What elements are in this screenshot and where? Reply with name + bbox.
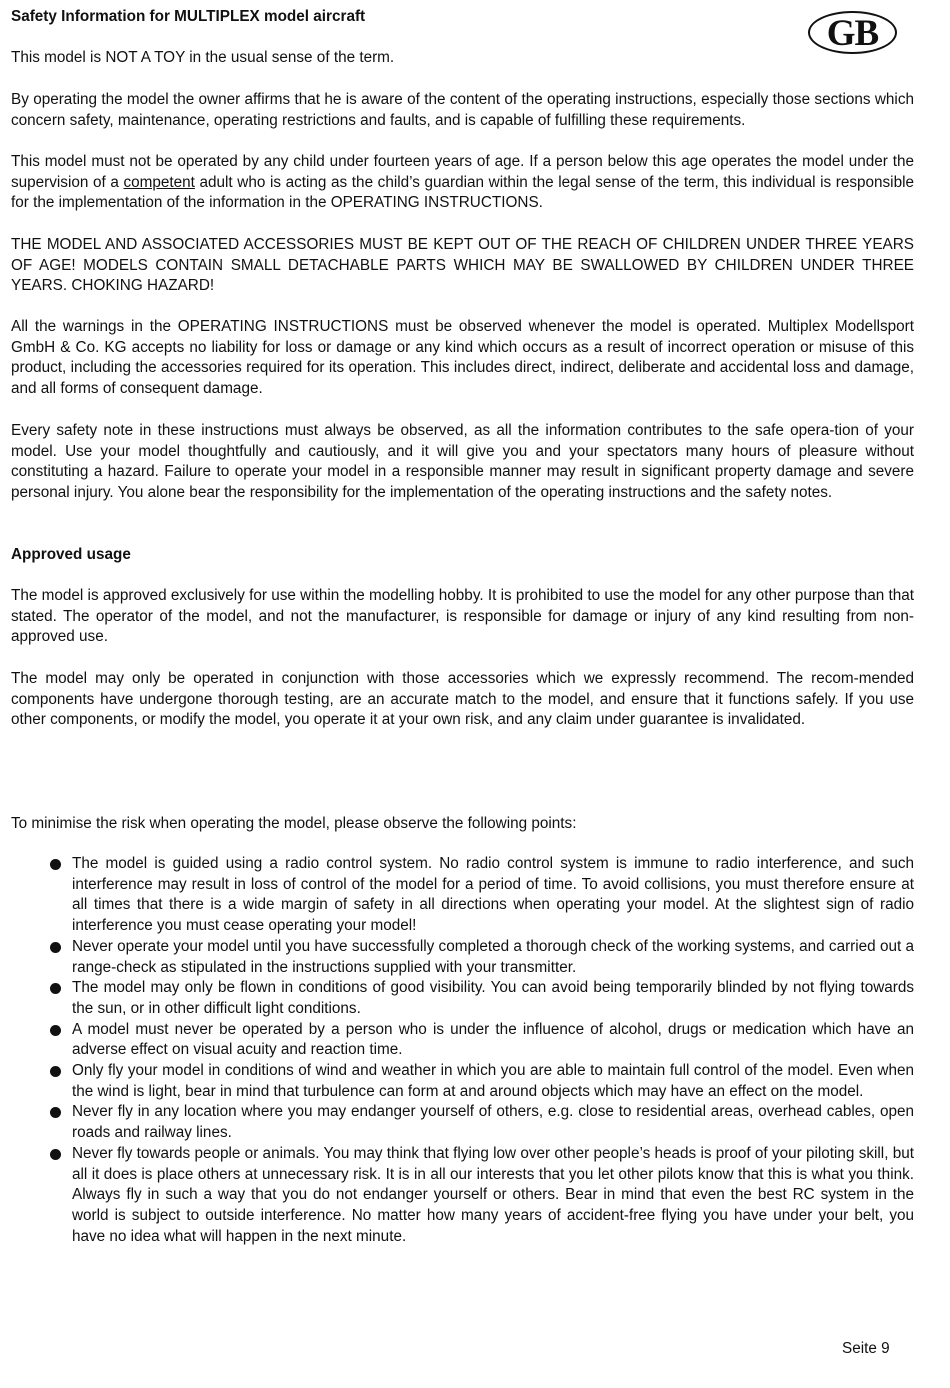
document-title: Safety Information for MULTIPLEX model aircraft	[11, 8, 366, 25]
list-item-text: The model may only be flown in conditions of good visibility. You can avoid being temporarily blinded by not flying towards the sun, or in other difficult light conditions.	[72, 979, 914, 1017]
bullet-icon	[50, 1025, 61, 1036]
choking-hazard-paragraph: THE MODEL AND ASSOCIATED ACCESSORIES MUST BE KEPT OUT OF THE REACH OF CHILDREN UNDER THREE YEARS OF AGE! MODELS CONTAIN SMALL DETACHABLE PARTS WHICH MAY BE SWALLOWED BY CHILDREN UNDER THREE YEARS. CHOKING HAZARD!	[11, 236, 914, 295]
list-item	[11, 1061, 914, 1102]
bullet-icon	[50, 983, 61, 994]
not-a-toy-paragraph: This model is NOT A TOY in the usual sense of the term.	[11, 49, 395, 66]
child-age-paragraph	[11, 152, 914, 214]
approved-usage-paragraph-1: The model is approved exclusively for use within the modelling hobby. It is prohibited to use the model for any other purpose than that stated. The operator of the model, and not the manufacturer, is responsible for damage or injury of any kind resulting from non-approved use.	[11, 587, 914, 646]
competent-underlined: competent	[123, 173, 195, 191]
approved-usage-paragraph-2: The model may only be operated in conjunction with those accessories which we expressly recommend. The recom-mended components have undergone thorough testing, are an accurate match to the model, and ensure that it functions safely. If you use other components, or modify the model, you operate it at your own risk, and any claim under guarantee is invalidated.	[11, 670, 914, 729]
bullet-icon	[50, 859, 61, 870]
child-age-text-end: adult who is acting as the child’s guardian within the legal sense of the term, this individual is responsible for the implementation of the information in the OPERATING INSTRUCTIONS.	[11, 173, 914, 212]
page-number: Seite 9	[842, 1340, 890, 1357]
list-item	[11, 978, 914, 1019]
list-item-text: A model must never be operated by a person who is under the influence of alcohol, drugs or medication which have an adverse effect on visual acuity and reaction time.	[72, 1020, 914, 1059]
list-item	[11, 854, 914, 937]
bullet-icon	[50, 1066, 61, 1077]
child-age-text-start: This model must not be operated by any child under fourteen years of age. If a person below this age operates the model under the supervision of a	[11, 153, 914, 191]
safety-note-paragraph: Every safety note in these instructions must always be observed, as all the information contributes to the safe opera-tion of your model. Use your model thoughtfully and cautiously, and it will give you and your spectators many hours of pleasure without constituting a hazard. Failure to operate your model in a responsible manner may result in significant property damage and severe personal injury. You alone bear the responsibility for the implementation of the operating instructions and the safety notes.	[11, 422, 914, 502]
list-item	[11, 1020, 914, 1061]
liability-warnings-paragraph: All the warnings in the OPERATING INSTRUCTIONS must be observed whenever the model is operated. Multiplex Modellsport GmbH & Co. KG accepts no liability for loss or damage or any kind which occurs as a result of incorrect operation or misuse of this product, including the accessories required for its operation. This includes direct, indirect, deliberate and accidental loss and damage, and all forms of consequent damage.	[11, 318, 914, 398]
risk-intro: To minimise the risk when operating the model, please observe the following points:	[11, 815, 577, 832]
list-item-text: Never fly in any location where you may endanger yourself of others, e.g. close to residential areas, overhead cables, open roads and railway lines.	[72, 1103, 914, 1142]
list-item	[11, 1102, 914, 1143]
approved-usage-heading: Approved usage	[11, 546, 131, 563]
list-item-text: Only fly your model in conditions of wind and weather in which you are able to maintain full control of the model. Even when the wind is light, bear in mind that turbulence can form at and around objects which may have an effect on the model.	[72, 1062, 914, 1100]
bullet-icon	[50, 1107, 61, 1118]
owner-affirms-paragraph: By operating the model the owner affirms that he is aware of the content of the operating instructions, especially those sections which concern safety, maintenance, operating restrictions and faults, and is capable of fulfilling these requirements.	[11, 91, 914, 129]
list-item-text: Never operate your model until you have successfully completed a thorough check of the working systems, and carried out a range-check as stipulated in the instructions supplied with your transmitter.	[72, 937, 914, 976]
bullet-icon	[50, 1149, 61, 1160]
list-item-text: Never fly towards people or animals. You may think that flying low over other people’s heads is proof of your piloting skill, but all it does is place others at unnecessary risk. It is in all our interests that you let other pilots know that this is what you think. Always fly in such a way that you do not endanger yourself or others. Bear in mind that even the best RC system in the world is subject to outside interference. No matter how many years of accident-free flying you have under your belt, you have no idea what will happen in the next minute.	[72, 1144, 914, 1245]
language-badge: GB	[808, 11, 897, 54]
list-item	[11, 937, 914, 978]
risk-points-list	[11, 854, 914, 1247]
document-page	[11, 0, 914, 1388]
list-item	[11, 1144, 914, 1248]
bullet-icon	[50, 942, 61, 953]
list-item-text: The model is guided using a radio control system. No radio control system is immune to radio interference, and such interference may result in loss of control of the model for a period of time. To avoid collisions, you must therefore ensure at all times that there is a wide margin of safety in all directions when operating your model. At the slightest sign of radio interference you must cease operating your model!	[72, 855, 914, 935]
